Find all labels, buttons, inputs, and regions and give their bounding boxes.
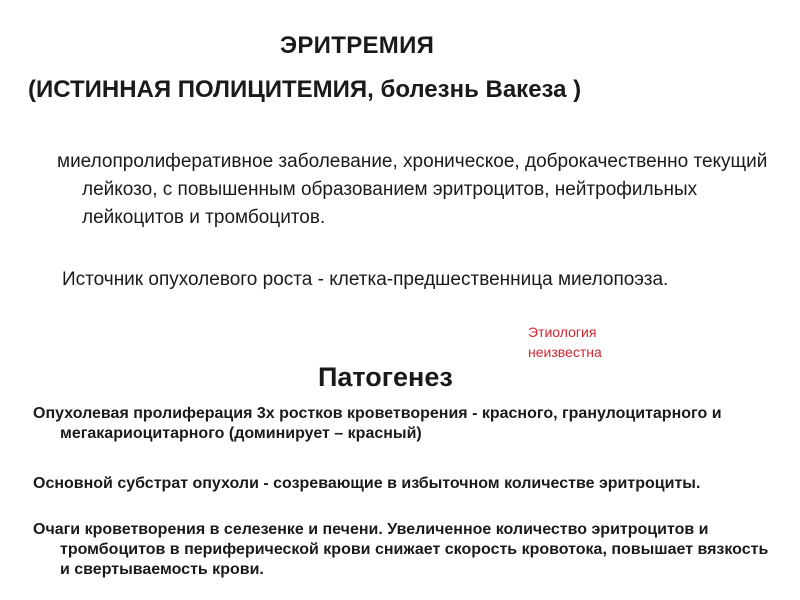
title-line-1: ЭРИТРЕМИЯ <box>280 32 435 59</box>
pathogenesis-paragraph-1: Опухолевая пролиферация 3х ростков кроветворения - красного, гранулоцитарного и мегакариоцитарного (доминирует – красный) <box>33 405 722 442</box>
pathogenesis-paragraph-3: Очаги кроветворения в селезенке и печени. Увеличенное количество эритроцитов и тромбоцитов в периферической крови снижает скорость кровотока, повышает вязкость и свертываемость крови. <box>33 521 769 578</box>
definition-paragraph: миелопролиферативное заболевание, хроническое, доброкачественно текущий лейкозо, с повышенным образованием эритроцитов, нейтрофильных лейкоцитов и тромбоцитов. <box>57 151 768 228</box>
pathogenesis-heading: Патогенез <box>318 362 453 392</box>
source-paragraph: Источник опухолевого роста - клетка-предшественница миелопоэза. <box>62 269 669 290</box>
pathogenesis-paragraph-2: Основной субстрат опухоли - созревающие в избыточном количестве эритроциты. <box>33 475 701 492</box>
etiology-note: Этиология неизвестна <box>528 324 602 360</box>
title-line-2: (ИСТИННАЯ ПОЛИЦИТЕМИЯ, болезнь Вакеза ) <box>28 76 582 103</box>
